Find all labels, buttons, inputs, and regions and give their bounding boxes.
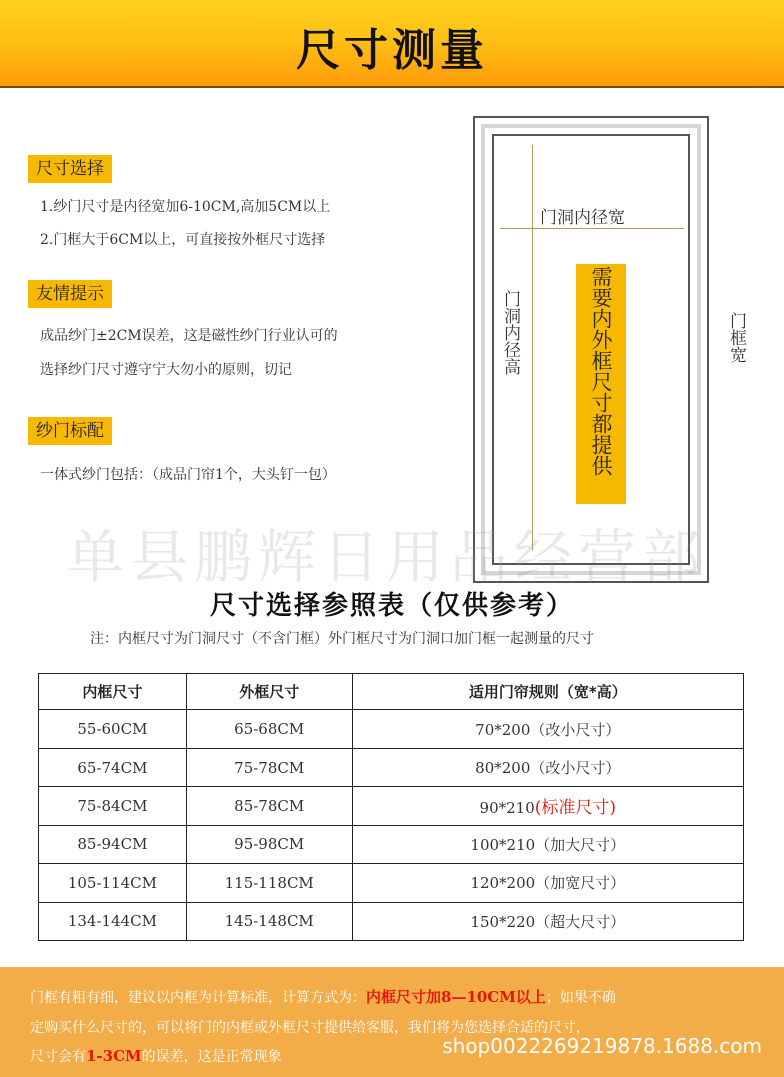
footer-highlight-error: 1-3CM	[86, 1047, 142, 1065]
tip-line-1: 成品纱门±2CM误差，这是磁性纱门行业认可的	[40, 328, 338, 344]
cell-outer: 75-78CM	[186, 748, 352, 786]
table-title: 尺寸选择参照表（仅供参考）	[209, 591, 574, 621]
spec-size: 120*200	[470, 874, 536, 893]
spec-size: 90*210	[479, 799, 535, 818]
footer-line-3-end: 的误差，这是正常现象	[141, 1049, 282, 1065]
inner-width-label: 门洞内径宽	[540, 208, 625, 228]
cell-inner: 55-60CM	[39, 710, 187, 748]
notice-box	[576, 264, 626, 504]
table-row	[39, 902, 744, 940]
size-table	[38, 673, 744, 941]
watermark: 单县鹏辉日用品经营部	[66, 523, 707, 591]
footer-line-2: 定购买什么尺寸的，可以将门的内框或外框尺寸提供给客服，我们将为您选择合适的尺寸，	[30, 1020, 590, 1036]
standard-line-1: 一体式纱门包括：（成品门帘1个，大头钉一包）	[40, 467, 336, 483]
cell-spec	[352, 902, 743, 940]
spec-size: 70*200	[475, 720, 531, 739]
header-banner	[0, 0, 784, 88]
cell-inner: 85-94CM	[39, 825, 187, 863]
footer-line-1-start: 门框有粗有细，建议以内框为计算标准，计算方式为：	[30, 990, 366, 1006]
spec-note: （改小尺寸）	[530, 720, 621, 739]
cell-outer: 115-118CM	[186, 864, 352, 902]
cell-outer: 85-78CM	[186, 787, 352, 825]
spec-note: （加大尺寸）	[535, 835, 626, 854]
table-header-row	[39, 674, 744, 710]
header-outer: 外框尺寸	[186, 674, 352, 710]
footer-line-1-end: ；如果不确	[545, 990, 616, 1006]
footer-highlight-formula: 内框尺寸加8—10CM以上	[366, 988, 546, 1006]
cell-outer: 65-68CM	[186, 710, 352, 748]
table-row	[39, 748, 744, 786]
shop-url-watermark: shop0022269219878.1688.com	[442, 1034, 762, 1058]
table-row	[39, 787, 744, 825]
page-title: 尺寸测量	[296, 25, 488, 76]
size-select-line-1: 1.纱门尺寸是内径宽加6-10CM,高加5CM以上	[40, 199, 331, 215]
cell-spec	[352, 825, 743, 863]
footer-line-3-start: 尺寸会有	[30, 1049, 86, 1065]
cell-spec	[352, 710, 743, 748]
spec-note: （改小尺寸）	[530, 759, 621, 778]
cell-inner: 134-144CM	[39, 902, 187, 940]
spec-size: 80*200	[475, 759, 531, 778]
tip-line-2: 选择纱门尺寸遵守宁大勿小的原则，切记	[40, 362, 292, 378]
cell-outer: 145-148CM	[186, 902, 352, 940]
width-guide-line	[500, 228, 684, 229]
inner-height-label: 门洞内径高	[500, 290, 520, 375]
spec-note: （超大尺寸）	[535, 912, 626, 931]
header-spec: 适用门帘规则（宽*高）	[352, 674, 743, 710]
size-select-line-2: 2.门框大于6CM以上，可直接按外框尺寸选择	[40, 232, 326, 248]
footer-line-1	[30, 986, 616, 1007]
cell-outer: 95-98CM	[186, 825, 352, 863]
spec-size: 150*220	[470, 912, 536, 931]
cell-spec	[352, 748, 743, 786]
standard-tag: 纱门标配	[28, 417, 112, 445]
tip-tag: 友情提示	[28, 280, 112, 308]
size-select-tag: 尺寸选择	[28, 155, 112, 183]
height-guide-line	[532, 145, 533, 550]
table-row	[39, 864, 744, 902]
cell-spec	[352, 864, 743, 902]
cell-inner: 75-84CM	[39, 787, 187, 825]
frame-width-label: 门框宽	[726, 312, 746, 363]
header-inner: 内框尺寸	[39, 674, 187, 710]
header-divider	[0, 86, 784, 88]
footer-line-3	[30, 1046, 282, 1066]
spec-note: （加宽尺寸）	[535, 874, 626, 893]
standard-size-note: (标准尺寸)	[534, 798, 617, 819]
cell-spec	[352, 787, 743, 825]
notice-text: 需要内外框尺寸都提供	[589, 266, 613, 476]
table-row	[39, 825, 744, 863]
cell-inner: 105-114CM	[39, 864, 187, 902]
table-note: 注：内框尺寸为门洞尺寸（不含门框）外门框尺寸为门洞口加门框一起测量的尺寸	[90, 631, 594, 647]
spec-size: 100*210	[470, 835, 536, 854]
table-row	[39, 710, 744, 748]
cell-inner: 65-74CM	[39, 748, 187, 786]
